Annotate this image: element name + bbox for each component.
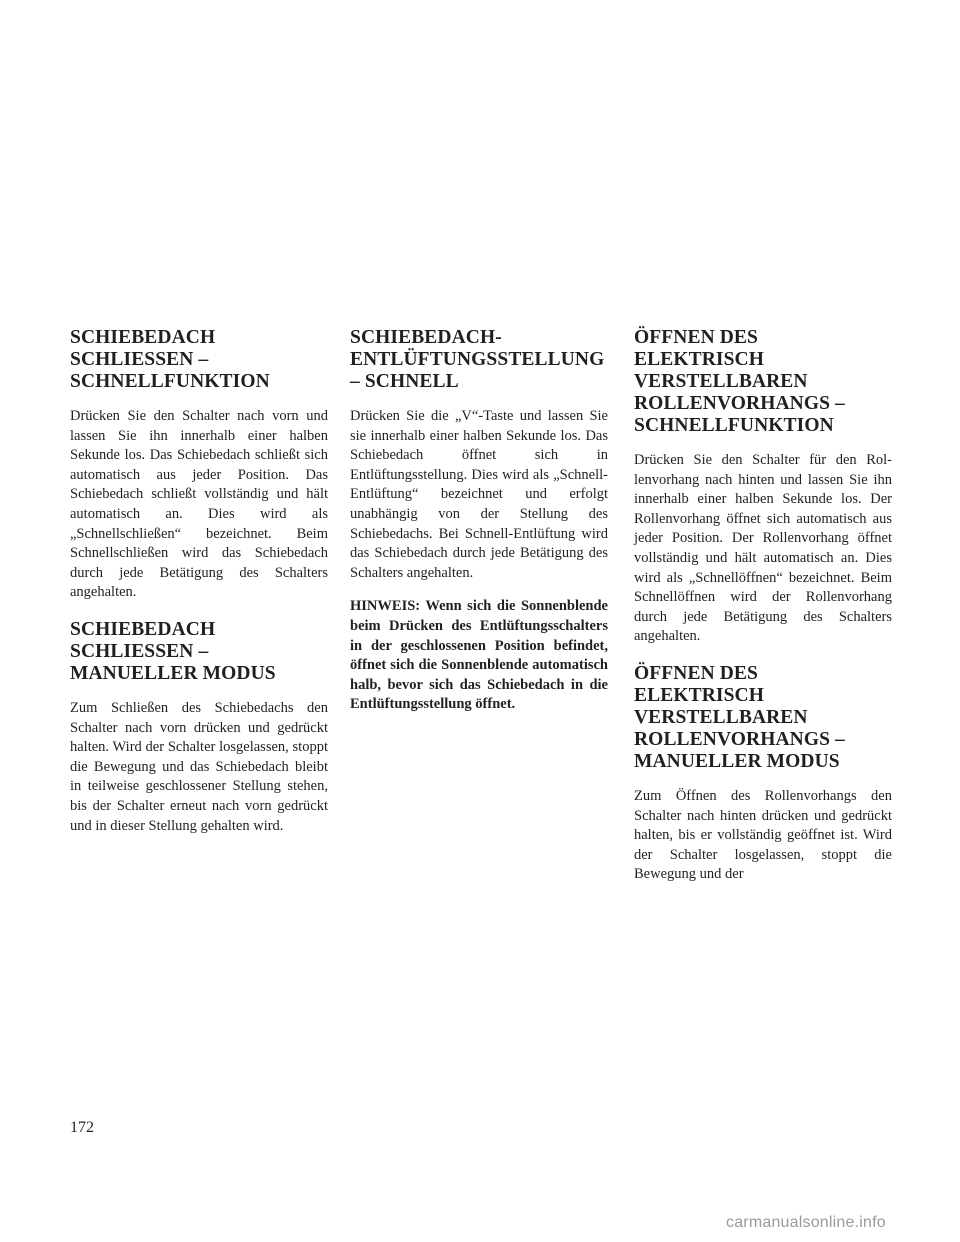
watermark: carmanualsonline.info [726, 1214, 886, 1231]
paragraph-shade-open-manual: Zum Öffnen des Rollenvorhangs den Schalter nach hinten drücken und gedrückt halten, bis er vollständig geöffnet ist. Wird der Schalter losgelassen, stoppt die Bewegung und der [634, 787, 892, 883]
heading-shade-open-quick: ÖFFNEN DES ELEKTRISCH VERSTELLBAREN ROLLENVORHANGS – SCHNELLFUNKTION [634, 327, 845, 436]
heading-close-quick: SCHIEBEDACH SCHLIESSEN – SCHNELLFUNKTION [70, 327, 270, 392]
heading-close-manual: SCHIEBEDACH SCHLIESSEN – MANUELLER MODUS [70, 618, 276, 684]
note-sunshade: HINWEIS: Wenn sich die Sonnenblende beim Drücken des Entlüftungsschalters in der geschlossenen Position befindet, öffnet sich die Sonnenblende automatisch halb, bevor sich das Schiebedach in die Entlüftungsstellung öffnet. [350, 598, 608, 713]
column-left [70, 327, 328, 850]
paragraph-vent-quick: Drücken Sie die „V“-Taste und lassen Sie sie innerhalb einer halben Sekunde los. Das Schiebedach öffnet sich in Entlüftungsstellung. Dies wird als „Schnell-Entlüftung“ bezeichnet und erfolgt unabhängig von der Stellung des Schiebedachs. Bei Schnell-Entlüftung wird das Schiebedach durch jede Betätigung des Schalters angehalten. [350, 408, 608, 581]
paragraph-shade-open-quick: Drücken Sie den Schalter für den Rollenvorhang nach hinten und lassen Sie ihn innerhalb einer halben Sekunde los. Der Rollenvorhang öffnet sich automatisch aus jeder Position. Der Rollenvorhang öffnet vollständig und hält automatisch an. Dies wird als „Schnellöffnen“ bezeichnet. Beim Schnellöffnen wird der Rollenvorhang durch jede Betätigung des Schalters angehalten. [634, 452, 892, 645]
paragraph-close-quick: Drücken Sie den Schalter nach vorn und lassen Sie ihn innerhalb einer halben Sekunde los. Das Schiebedach schließt sich automatisch aus jeder Position. Das Schiebedach schließt vollständig und hält automatisch an. Dies wird als „Schnellschließen“ bezeichnet. Beim Schnellschließen wird das Schiebedach durch jede Betätigung des Schalters angehalten. [70, 408, 328, 601]
paragraph-close-manual: Zum Schließen des Schiebedachs den Schalter nach vorn drücken und gedrückt halten. Wird der Schalter losgelassen, stoppt die Bewegung und das Schiebedach bleibt in teilweise geschlossener Stellung stehen, bis der Schalter erneut nach vorn gedrückt und in dieser Stellung gehalten wird. [70, 699, 328, 834]
page-number: 172 [70, 1119, 94, 1136]
column-right [634, 327, 892, 899]
heading-vent-quick: SCHIEBEDACH-ENTLÜFTUNGSSTELLUNG – SCHNELL [350, 327, 605, 392]
column-middle [350, 327, 608, 729]
heading-shade-open-manual: ÖFFNEN DES ELEKTRISCH VERSTELLBAREN ROLLENVORHANGS – MANUELLER MODUS [634, 662, 845, 772]
